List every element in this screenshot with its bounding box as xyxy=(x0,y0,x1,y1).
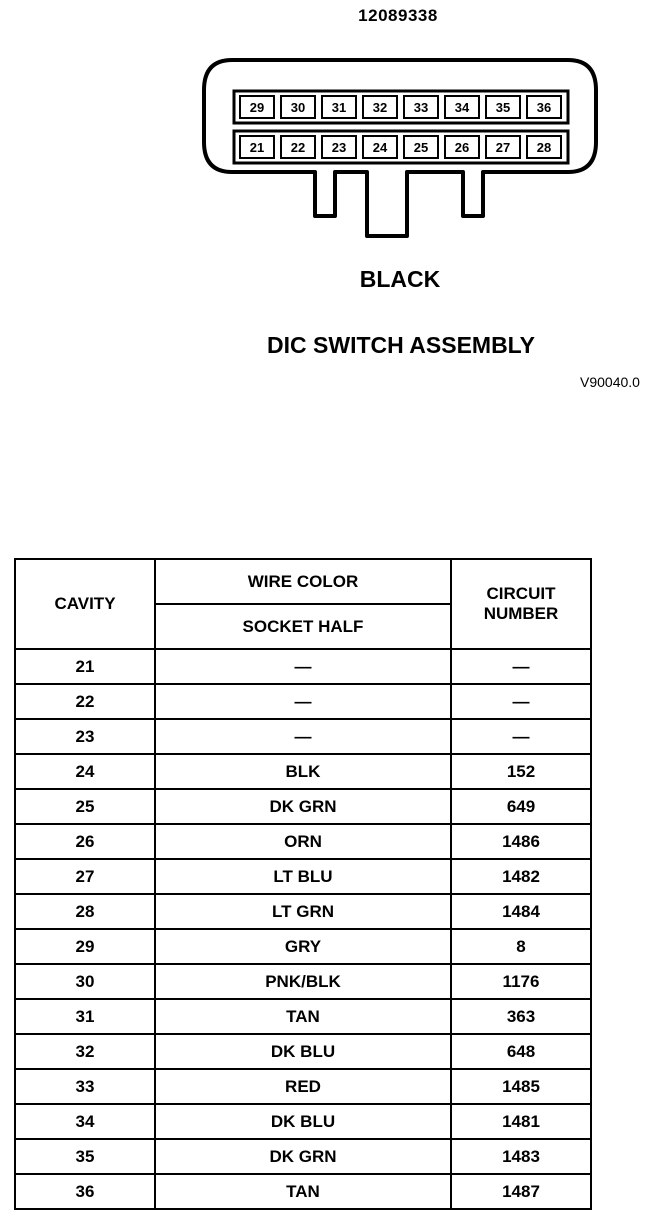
table-row xyxy=(15,999,591,1034)
cavity-cell: 28 xyxy=(15,894,155,929)
circuit-number-cell: 1487 xyxy=(451,1174,591,1209)
table-row xyxy=(15,859,591,894)
cavity-cell: 24 xyxy=(15,754,155,789)
table-row xyxy=(15,929,591,964)
pin-number-label: 24 xyxy=(372,140,388,155)
wire-color-cell: RED xyxy=(155,1069,451,1104)
table-row xyxy=(15,754,591,789)
cavity-cell: 25 xyxy=(15,789,155,824)
table-row xyxy=(15,684,591,719)
connector-face-diagram xyxy=(195,52,605,244)
cavity-cell: 29 xyxy=(15,929,155,964)
circuit-number-cell: 648 xyxy=(451,1034,591,1069)
wire-color-cell: — xyxy=(155,719,451,754)
pin-number-label: 30 xyxy=(290,100,306,115)
wire-color-cell: GRY xyxy=(155,929,451,964)
table-row xyxy=(15,1174,591,1209)
cavity-cell: 34 xyxy=(15,1104,155,1139)
cavity-cell: 30 xyxy=(15,964,155,999)
cavity-cell: 26 xyxy=(15,824,155,859)
circuit-number-cell: 1481 xyxy=(451,1104,591,1139)
wire-color-cell: — xyxy=(155,649,451,684)
cavity-cell: 35 xyxy=(15,1139,155,1174)
table-row xyxy=(15,824,591,859)
circuit-number-cell: 1486 xyxy=(451,824,591,859)
wire-color-cell: LT BLU xyxy=(155,859,451,894)
pin-number-label: 22 xyxy=(290,140,306,155)
pin-number-label: 23 xyxy=(331,140,347,155)
header-cavity: CAVITY xyxy=(15,559,155,649)
table-row xyxy=(15,964,591,999)
wire-color-cell: DK BLU xyxy=(155,1104,451,1139)
wire-color-cell: DK GRN xyxy=(155,1139,451,1174)
table-row xyxy=(15,1069,591,1104)
circuit-number-cell: — xyxy=(451,719,591,754)
assembly-name-label: DIC SWITCH ASSEMBLY xyxy=(267,332,535,358)
wire-color-cell: BLK xyxy=(155,754,451,789)
wire-color-cell: DK BLU xyxy=(155,1034,451,1069)
wire-color-cell: PNK/BLK xyxy=(155,964,451,999)
pinout-table xyxy=(14,558,592,1210)
pin-number-label: 27 xyxy=(495,140,511,155)
pin-number-label: 28 xyxy=(536,140,552,155)
pin-number-label: 31 xyxy=(331,100,347,115)
cavity-cell: 31 xyxy=(15,999,155,1034)
table-row xyxy=(15,1034,591,1069)
circuit-number-cell: 1485 xyxy=(451,1069,591,1104)
cavity-cell: 21 xyxy=(15,649,155,684)
circuit-number-cell: 8 xyxy=(451,929,591,964)
pin-number-label: 33 xyxy=(413,100,429,115)
circuit-number-cell: 152 xyxy=(451,754,591,789)
wire-color-cell: ORN xyxy=(155,824,451,859)
connector-part-number: 12089338 xyxy=(358,6,438,25)
table-row xyxy=(15,1104,591,1139)
cavity-cell: 27 xyxy=(15,859,155,894)
pin-number-label: 25 xyxy=(413,140,429,155)
header-circuit-line2: NUMBER xyxy=(483,604,559,623)
wire-color-cell: — xyxy=(155,684,451,719)
header-wire-color: WIRE COLOR xyxy=(155,559,451,604)
circuit-number-cell: 1176 xyxy=(451,964,591,999)
table-row xyxy=(15,649,591,684)
pin-number-label: 34 xyxy=(454,100,470,115)
cavity-cell: 22 xyxy=(15,684,155,719)
pin-number-label: 36 xyxy=(536,100,552,115)
cavity-cell: 23 xyxy=(15,719,155,754)
header-socket-half: SOCKET HALF xyxy=(155,604,451,649)
table-row xyxy=(15,894,591,929)
pin-number-label: 21 xyxy=(249,140,265,155)
circuit-number-cell: 1484 xyxy=(451,894,591,929)
circuit-number-cell: 649 xyxy=(451,789,591,824)
table-row xyxy=(15,719,591,754)
header-circuit-number xyxy=(451,559,591,649)
table-row xyxy=(15,789,591,824)
figure-code: V90040.0 xyxy=(580,374,640,390)
cavity-cell: 36 xyxy=(15,1174,155,1209)
circuit-number-cell: — xyxy=(451,684,591,719)
wire-color-cell: LT GRN xyxy=(155,894,451,929)
circuit-number-cell: 363 xyxy=(451,999,591,1034)
pin-number-label: 29 xyxy=(249,100,265,115)
circuit-number-cell: 1483 xyxy=(451,1139,591,1174)
circuit-number-cell: — xyxy=(451,649,591,684)
cavity-cell: 33 xyxy=(15,1069,155,1104)
cavity-cell: 32 xyxy=(15,1034,155,1069)
connector-color-label: BLACK xyxy=(359,266,441,292)
wire-color-cell: TAN xyxy=(155,1174,451,1209)
pin-number-label: 26 xyxy=(454,140,470,155)
pin-number-label: 32 xyxy=(372,100,388,115)
circuit-number-cell: 1482 xyxy=(451,859,591,894)
pin-number-label: 35 xyxy=(495,100,511,115)
wire-color-cell: DK GRN xyxy=(155,789,451,824)
header-circuit-line1: CIRCUIT xyxy=(486,584,556,603)
wire-color-cell: TAN xyxy=(155,999,451,1034)
table-row xyxy=(15,1139,591,1174)
